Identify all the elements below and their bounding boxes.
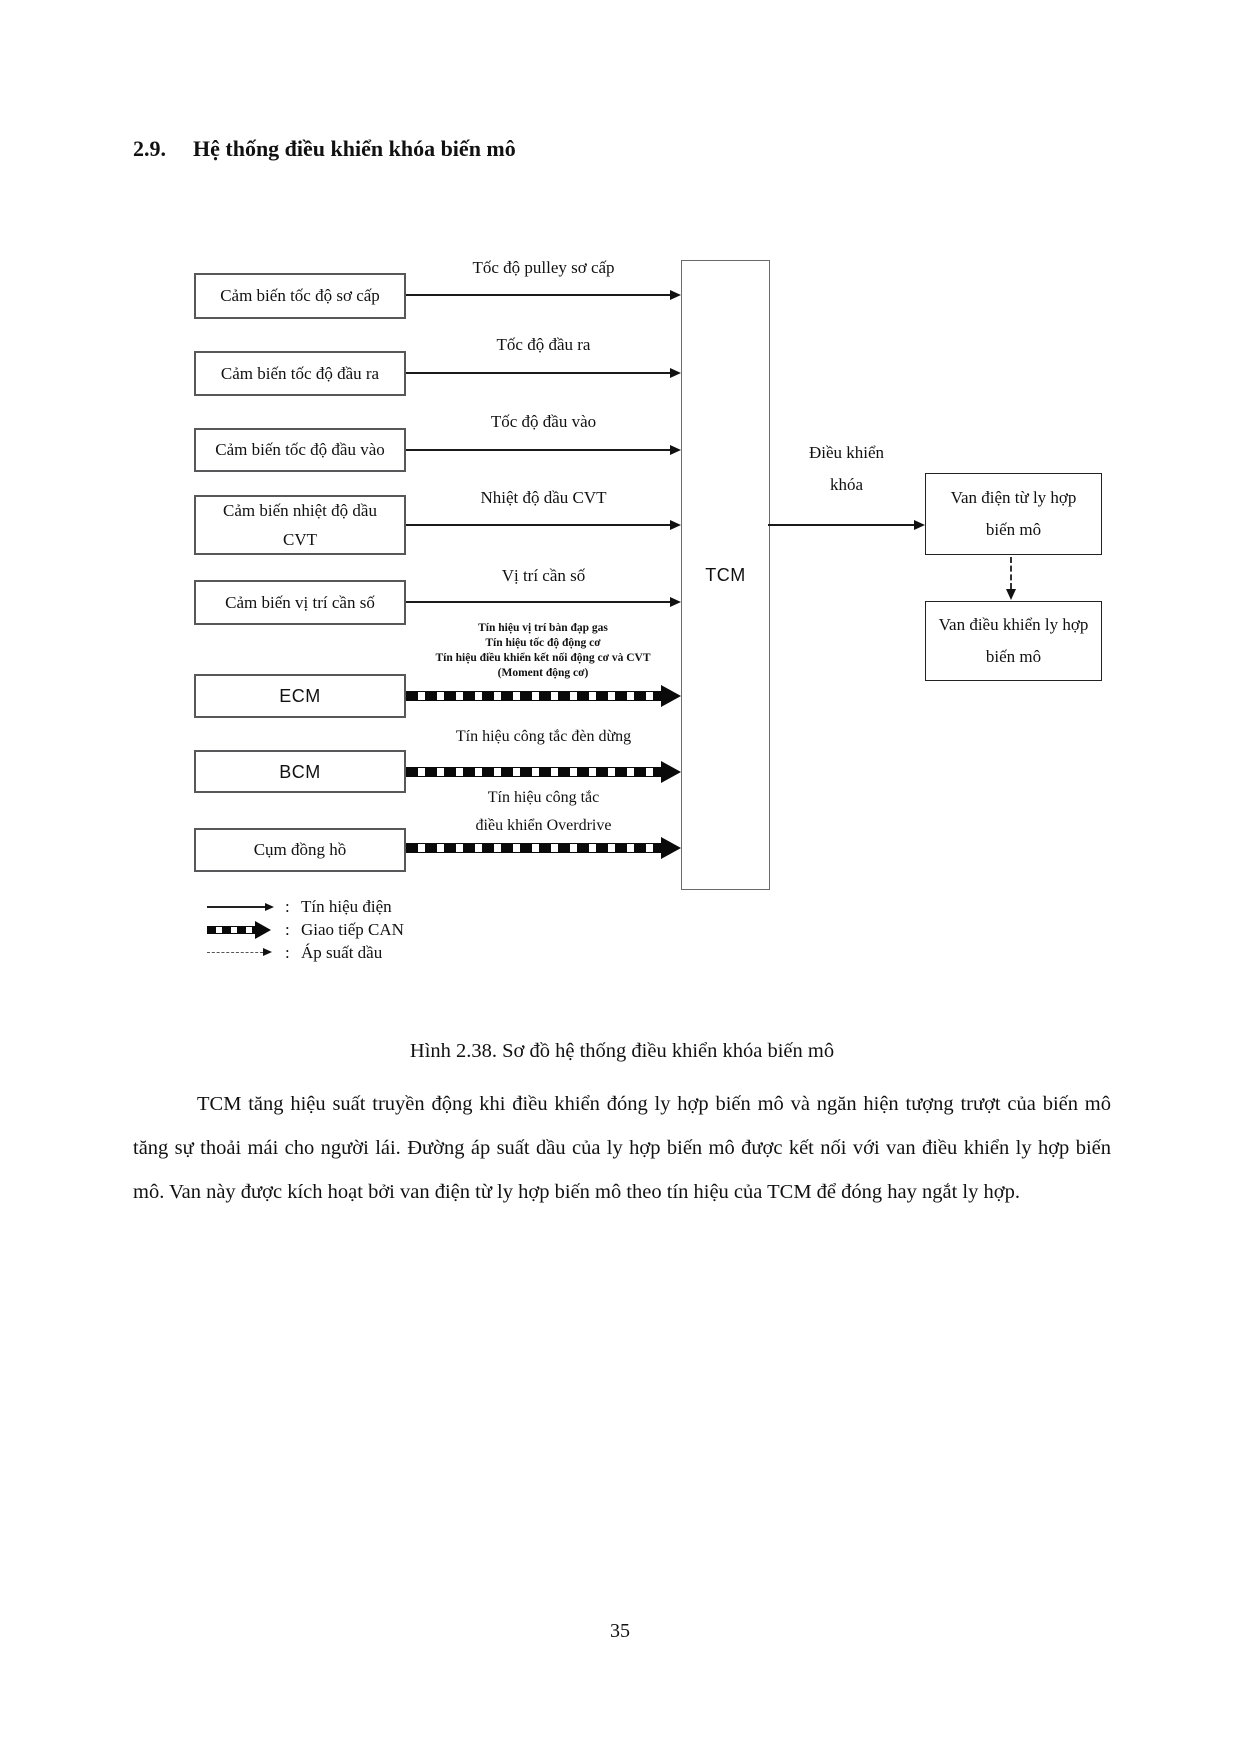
- sensor-box-label: Cảm biến vị trí cần số: [225, 592, 375, 612]
- can-arrow-icon: [406, 843, 661, 853]
- signal-label: Tốc độ đầu ra: [496, 335, 591, 354]
- sensor-box-label: Cảm biến tốc độ đầu ra: [220, 363, 380, 383]
- sensor-box-primary-speed: [194, 273, 406, 319]
- section-number: 2.9.: [133, 136, 166, 161]
- section-heading: [133, 136, 516, 162]
- sensor-box-output-speed: [194, 351, 406, 396]
- legend-separator: :: [285, 897, 290, 916]
- signal-label: Nhiệt độ dầu CVT: [480, 488, 607, 507]
- signal-label: Tốc độ đầu vào: [490, 412, 597, 431]
- sensor-box-shift-position: [194, 580, 406, 625]
- legend-row-electric: [207, 897, 392, 917]
- signal-label: Tín hiệu công tắc: [487, 789, 600, 806]
- bcm-label: BCM: [279, 761, 321, 782]
- can-arrow-icon: [406, 767, 661, 777]
- signal-label: Tín hiệu điều khiển kết nối động cơ và CVT: [435, 652, 651, 664]
- pressure-arrow-icon: [207, 952, 263, 953]
- can-arrow-icon: [406, 691, 661, 701]
- valve-label: Van điện từ ly hợp: [950, 488, 1077, 507]
- legend-label: Áp suất dầu: [301, 943, 383, 962]
- sensor-box-label: Cảm biến nhiệt độ dầu CVT: [223, 501, 377, 549]
- electric-arrow-icon: [406, 524, 670, 526]
- signal-label: điều khiển Overdrive: [475, 817, 612, 834]
- electric-arrow-icon: [406, 294, 670, 296]
- legend-label: Tín hiệu điện: [301, 897, 392, 916]
- legend-separator: :: [285, 943, 290, 962]
- valve-label: biến mô: [985, 520, 1042, 539]
- valve-label: Van điều khiển ly hợp: [938, 615, 1089, 634]
- figure-caption: Hình 2.38. Sơ đồ hệ thống điều khiển khóa biến mô: [409, 1040, 835, 1062]
- electric-arrow-icon: [406, 449, 670, 451]
- signal-label: Tín hiệu tốc độ động cơ: [485, 637, 601, 649]
- tcm-box: [681, 260, 770, 890]
- legend-separator: :: [285, 920, 290, 939]
- solenoid-valve-box: [925, 473, 1102, 555]
- signal-label: Vị trí cần số: [501, 566, 586, 585]
- page-number: 35: [610, 1620, 630, 1642]
- ecm-label: ECM: [279, 686, 321, 706]
- signal-label: (Moment động cơ): [497, 667, 589, 679]
- signal-label: Tín hiệu công tắc đèn dừng: [455, 728, 632, 745]
- output-label: Điều khiển: [808, 443, 885, 462]
- signal-label: Tín hiệu vị trí bàn đạp gas: [478, 622, 608, 634]
- sensor-box-cvt-oil-temp: [194, 495, 406, 555]
- sensor-box-label: Cảm biến tốc độ đầu vào: [215, 440, 385, 459]
- section-title: Hệ thống điều khiển khóa biến mô: [193, 136, 516, 161]
- instrument-cluster-label: Cụm đồng hồ: [253, 840, 347, 859]
- instrument-cluster-box: [194, 828, 406, 872]
- ecm-signal-lines: [393, 621, 693, 681]
- signal-label: Tốc độ pulley sơ cấp: [472, 258, 615, 277]
- legend-row-pressure: [207, 943, 382, 963]
- can-arrow-icon: [207, 926, 255, 934]
- sensor-box-input-speed: [194, 428, 406, 472]
- legend-label: Giao tiếp CAN: [301, 920, 404, 939]
- valve-label: biến mô: [985, 647, 1042, 666]
- sensor-box-label: Cảm biến tốc độ sơ cấp: [220, 286, 380, 305]
- output-label: khóa: [829, 475, 864, 494]
- ecm-box: [194, 674, 406, 718]
- electric-arrow-icon: [768, 524, 914, 526]
- bcm-box: [194, 750, 406, 793]
- control-valve-box: [925, 601, 1102, 681]
- tcm-label: TCM: [705, 564, 746, 585]
- pressure-arrow-icon: [1010, 557, 1012, 589]
- electric-arrow-icon: [207, 906, 265, 908]
- body-paragraph: TCM tăng hiệu suất truyền động khi điều khiển đóng ly hợp biến mô và ngăn hiện tượng trượt của biến mô tăng sự thoải mái cho người lái. Đường áp suất dầu của ly hợp biến mô được kết nối với van điều khiển ly hợp biến mô. Van này được kích hoạt bởi van điện từ ly hợp biến mô theo tín hiệu của TCM để đóng hay ngắt ly hợp.: [133, 1093, 1111, 1203]
- electric-arrow-icon: [406, 601, 670, 603]
- legend-row-can: [207, 920, 404, 940]
- electric-arrow-icon: [406, 372, 670, 374]
